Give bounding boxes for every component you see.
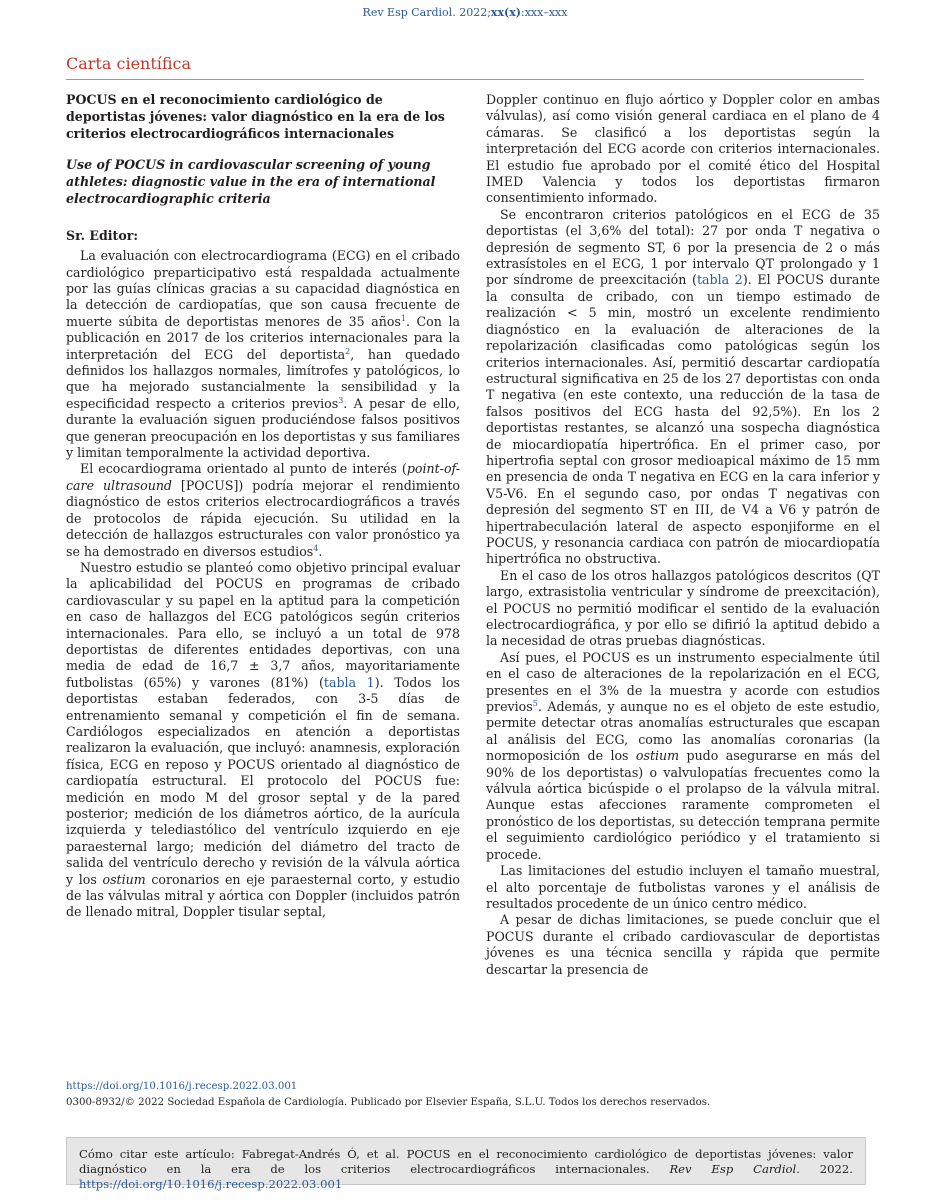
section-label: Carta científica: [66, 54, 192, 73]
footer: [66, 1079, 710, 1111]
journal-pages: :xxx–xxx: [521, 6, 568, 19]
right-paragraph-5: A pesar de dichas limitaciones, se puede concluir que el POCUS durante el cribado cardiovascular de deportistas jóvenes es una técnica sencilla y rápida que permite descartar la presencia de: [486, 912, 880, 977]
salutation: Sr. Editor:: [66, 227, 139, 243]
reference-link-5[interactable]: 5: [532, 698, 538, 708]
article-title-english: Use of POCUS in cardiovascular screening of young athletes: diagnostic value in the era of international electrocardiographic criteria: [66, 157, 436, 206]
reference-link-1[interactable]: 1: [400, 313, 406, 323]
left-paragraph-3: Nuestro estudio se planteó como objetivo principal evaluar la aplicabilidad del POCUS en programas de cribado cardiovascular y su papel en la aptitud para la competición en caso de hallazgos del ECG patológicos según criterios internacionales. Para ello, se incluyó a un total de 978 deportistas de diferentes entidades deportivas, con una media de edad de 16,7 ± 3,7 años, mayoritariamente futbolistas (65%) y varones (81%) (tabla 1). Todos los deportistas estaban federados, con 3-5 días de entrenamiento semanal y competición el fin de semana. Cardiólogos especializados en atención a deportistas realizaron la evaluación, que incluyó: anamnesis, exploración física, ECG en reposo y POCUS orientado al diagnóstico de cardiopatía estructural. El protocolo del POCUS fue: medición en modo M del grosor septal y de la pared posterior; medición de los diámetros aórtico, de la aurícula izquierda y telediastólico del ventrículo izquierdo en eje paraesternal largo; medición del diámetro del tracto de salida del ventrículo derecho y revisión de la válvula aórtica y los ostium coronarios en eje paraesternal corto, y estudio de las válvulas mitral y aórtica con Doppler (incluidos patrón de llenado mitral, Doppler tisular septal,: [66, 559, 461, 920]
header-divider: [66, 79, 864, 80]
left-paragraph-1: La evaluación con electrocardiograma (ECG) en el cribado cardiológico preparticipativo está respaldada actualmente por las guías clínicas gracias a su capacidad diagnóstica en la detección de cardiopatías, que son causa frecuente de muerte súbita de deportistas menores de 35 años$^1$. Con la publicación en 2017 de los criterios internacionales para la interpretación del ECG del deportista$^2$, han quedado definidos los hallazgos normales, limítrofes y patológicos, lo que ha mejorado sustancialmente la sensibilidad y la especificidad respecto a criterios previos$^3$. A pesar de ello, durante la evaluación siguen produciéndose falsos positivos que generan preocupación en los deportistas y sus familiares y limitan temporalmente la actividad deportiva.: [66, 248, 460, 461]
right-paragraph-0: Doppler continuo en flujo aórtico y Doppler color en ambas válvulas), así como visión general cardiaca en el plano de 4 cámaras. Se clasificó a los deportistas según la interpretación del ECG acorde con criterios internacionales. El estudio fue aprobado por el comité ético del Hospital IMED Valencia y todos los deportistas firmaron consentimiento informado.: [486, 92, 880, 206]
journal-name: Rev Esp Cardiol.: [362, 6, 456, 19]
journal-volume: xx(x): [490, 6, 521, 19]
citation-box: Cómo citar este artículo: Fabregat-Andrés Ó, et al. POCUS en el reconocimiento cardiológico de deportistas jóvenes: valor diagnóstico en la era de los criterios electrocardiográficos internacionales. Rev Esp Cardiol. 2022. https://doi.org/10.1016/j.recesp.2022.03.001: [66, 1137, 866, 1185]
left-paragraph-2: El ecocardiograma orientado al punto de interés (point-of-care ultrasound [POCUS]) podría mejorar el rendimiento diagnóstico de estos criterios electrocardiográficos a través de protocolos de rápida ejecución. Su utilidad en la detección de hallazgos estructurales con valor pronóstico ya se ha demostrado en diversos estudios$^4$.: [66, 461, 460, 559]
reference-link-4[interactable]: 4: [313, 543, 319, 553]
right-paragraph-1: Se encontraron criterios patológicos en el ECG de 35 deportistas (el 3,6% del total): 27 por onda T negativa o depresión de segmento ST, 6 por la presencia de 2 o más extrasístoles en el ECG, 1 por intervalo QT prolongado y 1 por síndrome de preexcitación (tabla 2). El POCUS durante la consulta de cribado, con un tiempo estimado de realización < 5 min, mostró un excelente rendimiento diagnóstico en la evaluación de alteraciones de la repolarización clasificadas como patológicas según los criterios internacionales. Así, permitió descartar cardiopatía estructural significativa en 25 de los 27 deportistas con onda T negativa (en este contexto, una reducción de la tasa de falsos positivos del ECG hasta del 92,5%). En los 2 deportistas restantes, se alcanzó una sospecha diagnóstica de miocardiopatía hipertrófica. En el primer caso, por hipertrofia septal con grosor medioapical máximo de 15 mm en presencia de onda T negativa en ECG en la cara inferior y V5-V6. En el segundo caso, por ondas T negativas con depresión del segmento ST en III, de V4 a V6 y patrón de hipertrabeculación lateral de aspecto esponjiforme en el POCUS, y resonancia cardiaca con patrón de miocardiopatía hipertrófica no obstructiva.: [486, 206, 880, 567]
right-paragraph-3: Así pues, el POCUS es un instrumento especialmente útil en el caso de alteraciones de la repolarización en el ECG, presentes en el 3% de la muestra y acorde con estudios previos$^5$. Además, y aunque no es el objeto de este estudio, permite detectar otras anomalías estructurales que escapan al análisis del ECG, como las anomalías coronarias (la normoposición de los ostium pudo asegurarse en más del 90% de los deportistas) o valvulopatías frecuentes como la válvula aórtica bicúspide o el prolapso de la válvula mitral. Aunque estas afecciones raramente comprometen el pronóstico de los deportistas, su detección temprana permite el seguimiento cardiológico periódico y el tratamiento si procede.: [486, 649, 880, 862]
left-column: [66, 92, 460, 921]
table-2-link[interactable]: tabla 2: [696, 272, 743, 288]
right-paragraph-4: Las limitaciones del estudio incluyen el tamaño muestral, el alto porcentaje de futbolistas varones y el análisis de resultados procedente de un único centro médico.: [486, 863, 880, 911]
running-head: [0, 6, 930, 19]
reference-link-3[interactable]: 3: [338, 395, 344, 405]
journal-year: 2022;: [459, 6, 491, 19]
citation-journal: Rev Esp Cardiol.: [669, 1162, 800, 1176]
citation-doi-link[interactable]: https://doi.org/10.1016/j.recesp.2022.03.001: [79, 1177, 343, 1191]
doi-link[interactable]: https://doi.org/10.1016/j.recesp.2022.03.001: [66, 1081, 298, 1092]
right-column: [486, 92, 880, 978]
table-1-link[interactable]: tabla 1: [323, 674, 375, 690]
copyright-line: 0300-8932/© 2022 Sociedad Española de Cardiología. Publicado por Elsevier España, S.L.U. Todos los derechos reservados.: [66, 1097, 711, 1108]
reference-link-2[interactable]: 2: [345, 346, 351, 356]
right-paragraph-2: En el caso de los otros hallazgos patológicos descritos (QT largo, extrasistolia ventricular y síndrome de preexcitación), el POCUS no permitió modificar el sentido de la evaluación electrocardiográfica, y por ello se difirió la aptitud debido a la necesidad de otras pruebas diagnósticas.: [486, 567, 880, 649]
article-title-spanish: POCUS en el reconocimiento cardiológico de deportistas jóvenes: valor diagnóstico en la era de los criterios electrocardiográficos internacionales: [66, 92, 445, 141]
